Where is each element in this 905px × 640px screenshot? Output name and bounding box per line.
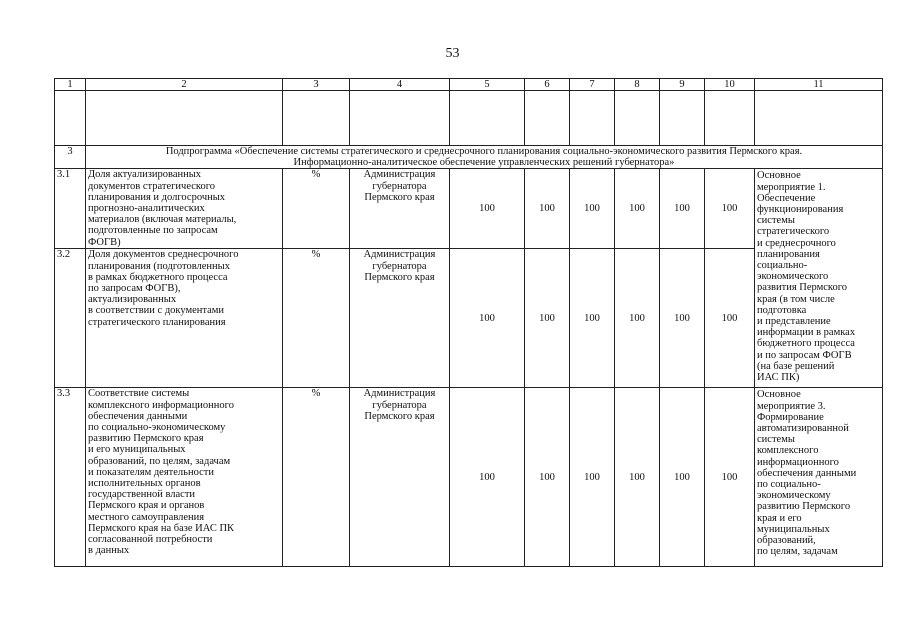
value-col8: 100: [615, 249, 660, 388]
column-number: 11: [755, 79, 883, 91]
value-col6: 100: [525, 249, 570, 388]
value-col7: 100: [570, 388, 615, 567]
column-number: 7: [570, 79, 615, 91]
value-col8: 100: [615, 169, 660, 249]
column-number: 1: [55, 79, 86, 91]
main-activity-3: Основное мероприятие 3. Формирование автоматизированной системы комплексного информационного обеспечения данными по социально- экономическому развитию Пермского края и его муниципальных образований, по целям, задачам: [755, 388, 883, 567]
page-number: 53: [445, 46, 460, 61]
unit: %: [283, 169, 350, 249]
column-number: 8: [615, 79, 660, 91]
value-col9: 100: [660, 169, 705, 249]
value-col9: 100: [660, 249, 705, 388]
subprogram-row: [55, 146, 883, 169]
responsible-owner: Администрация губернатора Пермского края: [350, 388, 450, 567]
value-col5: 100: [450, 388, 525, 567]
table-row: [55, 169, 883, 249]
column-number: 4: [350, 79, 450, 91]
row-code: 3.3: [55, 388, 86, 567]
value-col10: 100: [705, 169, 755, 249]
unit: %: [283, 388, 350, 567]
indicator-name: Соответствие системы комплексного информационного обеспечения данными по социально-экономическому развитию Пермского края и его муниципальных образований, по целям, задачам и показателям деятельности исполнительных органов государственной власти Пермского края и органов местного самоуправления Пермского края на базе ИАС ПК согласованной потребности в данных: [86, 388, 283, 567]
value-col8: 100: [615, 388, 660, 567]
subprogram-title: Подпрограмма «Обеспечение системы стратегического и среднесрочного планирования социально-экономического развития Пермского края. Информационно-аналитическое обеспечение управленческих решений губернатора»: [86, 146, 883, 169]
column-numbers-row: [55, 79, 883, 91]
value-col5: 100: [450, 169, 525, 249]
column-number: 5: [450, 79, 525, 91]
value-col10: 100: [705, 388, 755, 567]
value-col7: 100: [570, 249, 615, 388]
unit: %: [283, 249, 350, 388]
value-col10: 100: [705, 249, 755, 388]
value-col5: 100: [450, 249, 525, 388]
indicator-name: Доля документов среднесрочного планирования (подготовленных в рамках бюджетного процесса по запросам ФОГВ), актуализированных в соответствии с документами стратегического планирования: [86, 249, 283, 388]
subprogram-code: 3: [55, 146, 86, 169]
blank-row: [55, 91, 883, 146]
indicators-table: [54, 78, 883, 567]
column-number: 10: [705, 79, 755, 91]
column-number: 3: [283, 79, 350, 91]
responsible-owner: Администрация губернатора Пермского края: [350, 249, 450, 388]
indicator-name: Доля актуализированных документов стратегического планирования и долгосрочных прогнозно-аналитических материалов (включая материалы, подготовленные по запросам ФОГВ): [86, 169, 283, 249]
table-row: [55, 388, 883, 567]
main-activity-1: Основное мероприятие 1. Обеспечение функционирования системы стратегического и среднесрочного планирования социально- экономического развития Пермского края (в том числе подготовка и представление информации в рамках бюджетного процесса и по запросам ФОГВ (на базе решений ИАС ПК): [755, 169, 883, 388]
responsible-owner: Администрация губернатора Пермского края: [350, 169, 450, 249]
row-code: 3.1: [55, 169, 86, 249]
column-number: 9: [660, 79, 705, 91]
column-number: 2: [86, 79, 283, 91]
column-number: 6: [525, 79, 570, 91]
value-col9: 100: [660, 388, 705, 567]
row-code: 3.2: [55, 249, 86, 388]
value-col6: 100: [525, 169, 570, 249]
value-col6: 100: [525, 388, 570, 567]
value-col7: 100: [570, 169, 615, 249]
